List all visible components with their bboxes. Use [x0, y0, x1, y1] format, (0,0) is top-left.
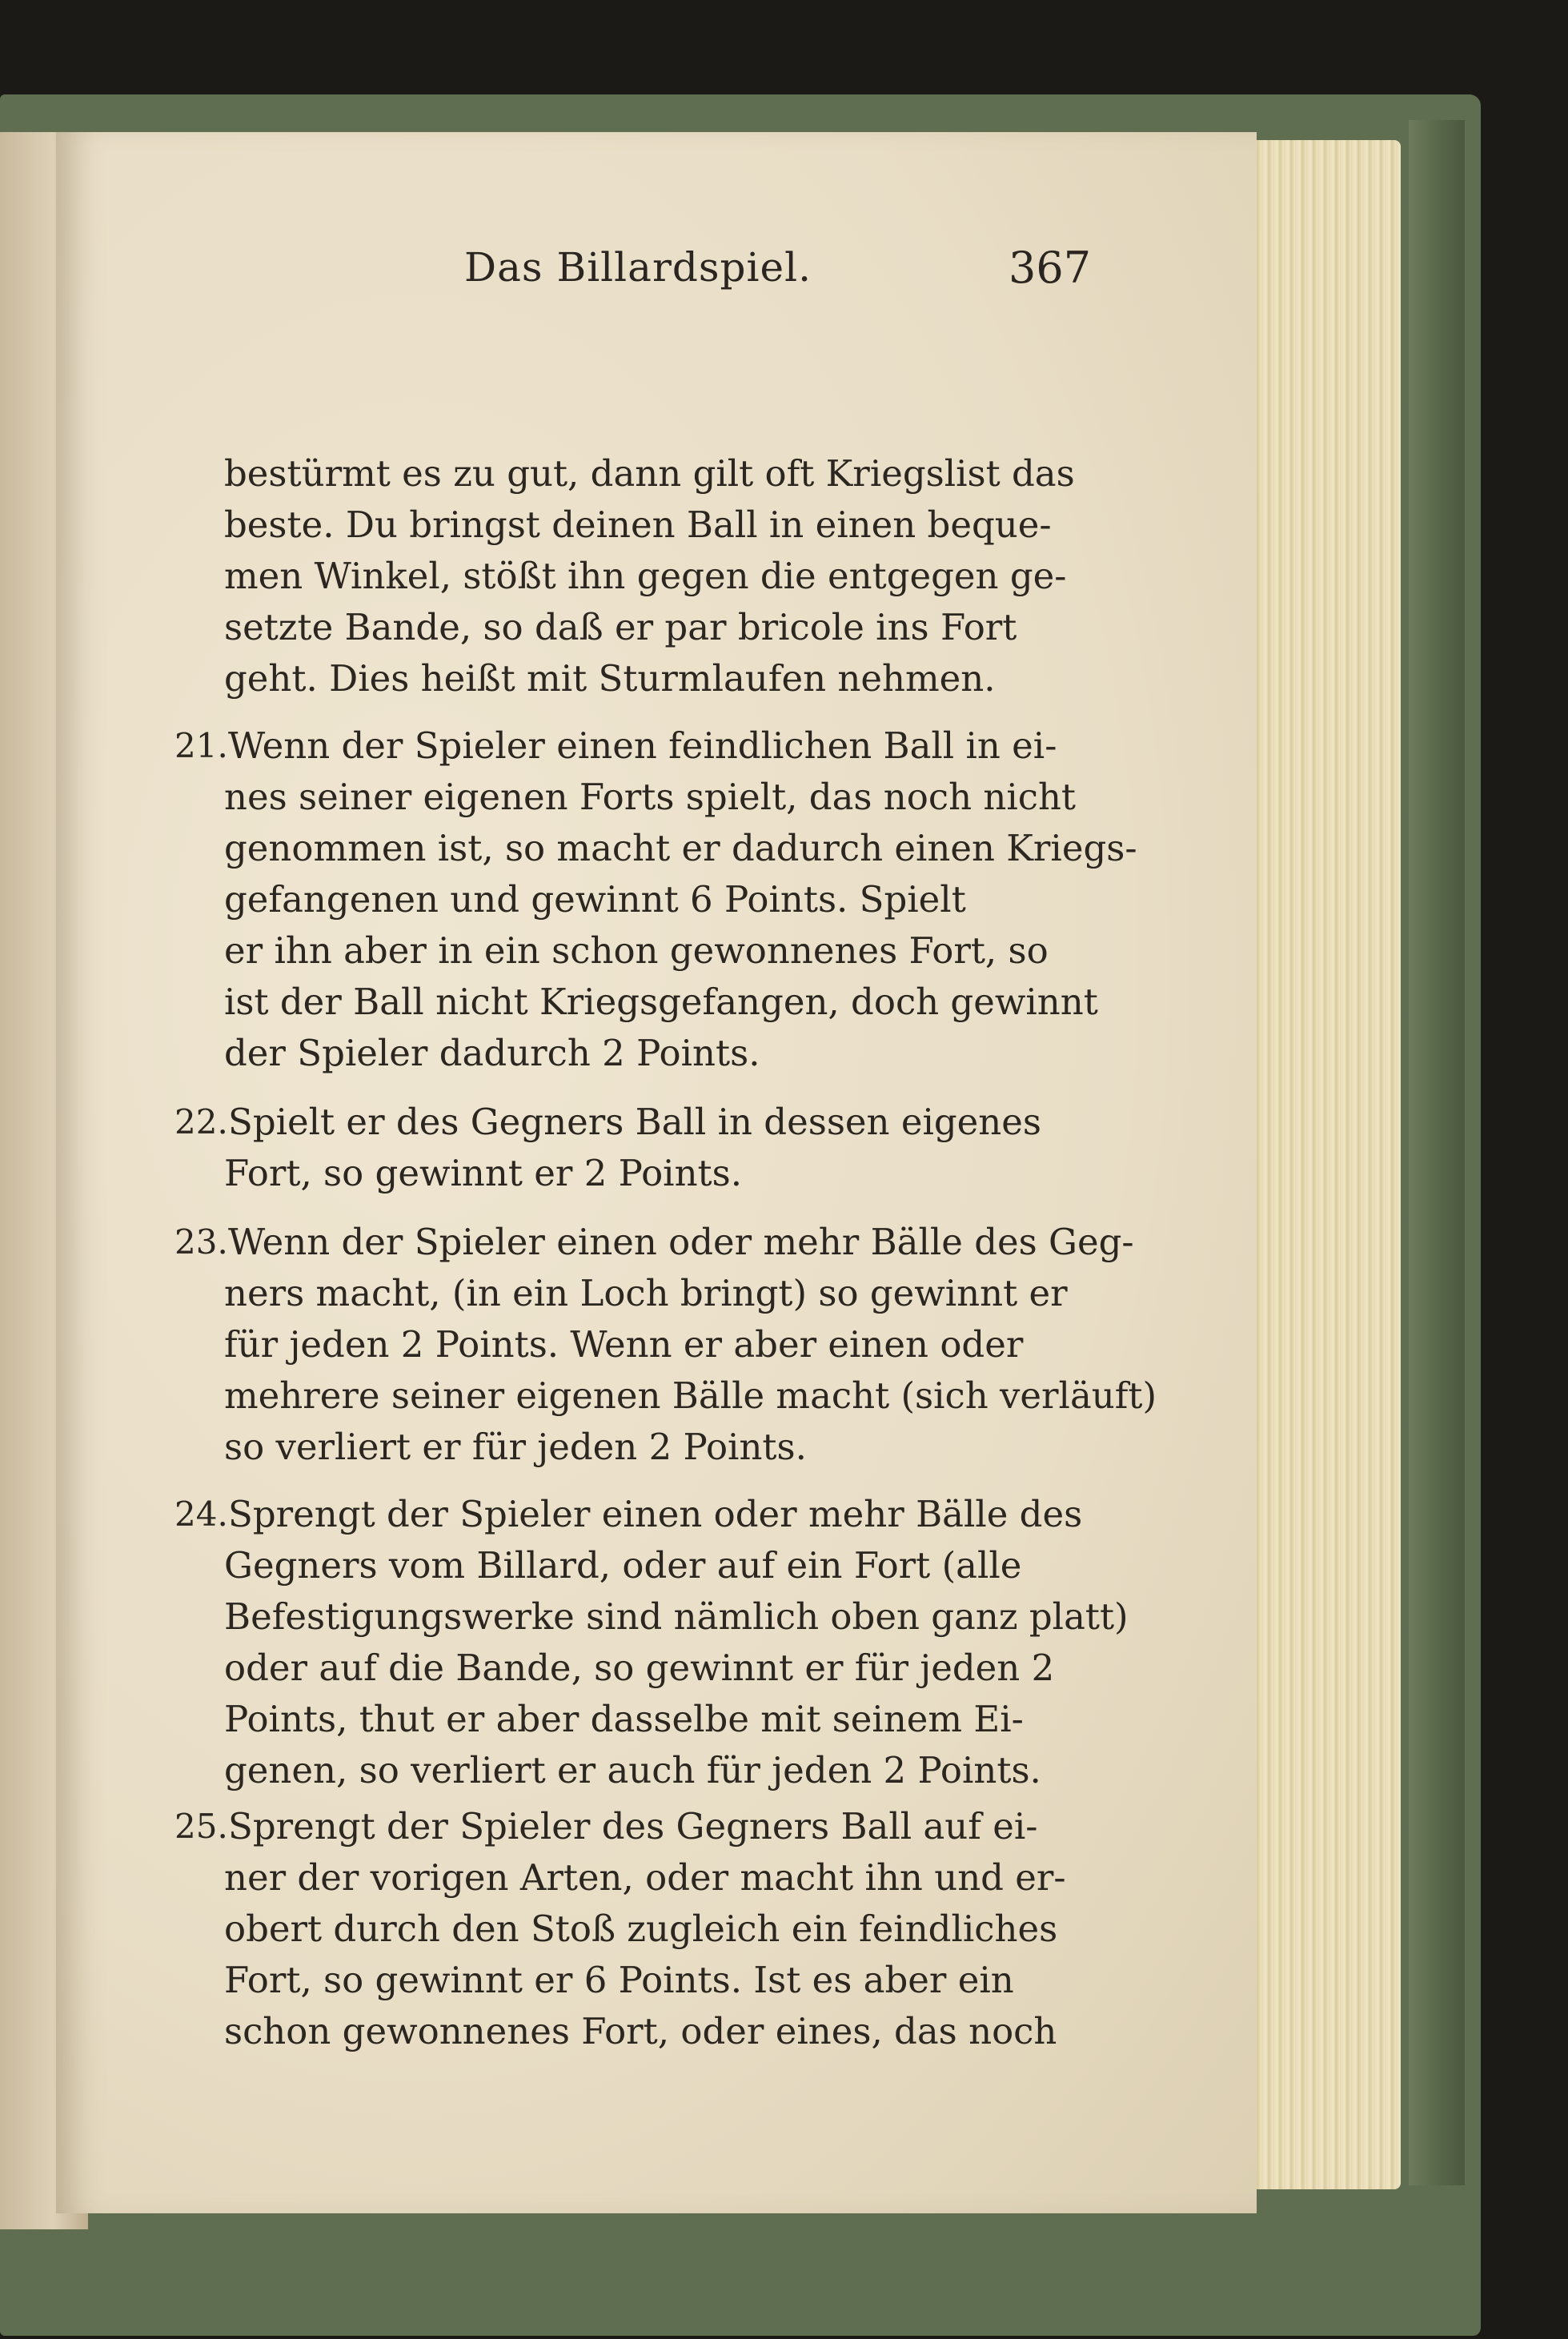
text-line: schon gewonnenes Fort, oder eines, das noch	[224, 2010, 1057, 2052]
text-line: genommen ist, so macht er dadurch einen Kriegs-	[224, 827, 1137, 869]
text-line: ist der Ball nicht Kriegsgefangen, doch gewinnt	[224, 981, 1098, 1023]
text-line: gefangenen und gewinnt 6 Points. Spielt	[224, 878, 966, 921]
text-line: Sprengt der Spieler des Gegners Ball auf ei-	[228, 1805, 1038, 1848]
paragraph-number: 25.	[174, 1807, 228, 1846]
text-line: oder auf die Bande, so gewinnt er für jeden 2	[224, 1647, 1055, 1689]
text-line: Befestigungswerke sind nämlich oben ganz platt)	[224, 1595, 1129, 1638]
text-line: Sprengt der Spieler einen oder mehr Bälle des	[228, 1493, 1083, 1535]
cover-edge	[1409, 120, 1465, 2185]
text-line: der Spieler dadurch 2 Points.	[224, 1032, 760, 1074]
text-line: ners macht, (in ein Loch bringt) so gewinnt er	[224, 1272, 1068, 1314]
text-line: beste. Du bringst deinen Ball in einen beque-	[224, 504, 1052, 546]
text-line: geht. Dies heißt mit Sturmlaufen nehmen.	[224, 657, 996, 700]
text-line: für jeden 2 Points. Wenn er aber einen oder	[224, 1323, 1024, 1366]
book-page	[56, 132, 1257, 2213]
text-line: Points, thut er aber dasselbe mit seinem Ei-	[224, 1698, 1024, 1740]
text-line: men Winkel, stößt ihn gegen die entgegen ge-	[224, 555, 1067, 597]
paragraph-number: 21.	[174, 726, 228, 765]
text-line: Fort, so gewinnt er 2 Points.	[224, 1152, 743, 1194]
paragraph-number: 23.	[174, 1222, 228, 1262]
text-line: mehrere seiner eigenen Bälle macht (sich verläuft)	[224, 1374, 1157, 1417]
text-line: Wenn der Spieler einen oder mehr Bälle des Geg-	[228, 1221, 1134, 1263]
text-line: nes seiner eigenen Forts spielt, das noch nicht	[224, 776, 1077, 818]
text-line: genen, so verliert er auch für jeden 2 Points.	[224, 1749, 1041, 1791]
text-line: so verliert er für jeden 2 Points.	[224, 1426, 807, 1468]
running-title: Das Billardspiel.	[464, 244, 812, 291]
text-line: bestürmt es zu gut, dann gilt oft Kriegslist das	[224, 452, 1075, 495]
paragraph-number: 22.	[174, 1102, 228, 1141]
text-line: obert durch den Stoß zugleich ein feindliches	[224, 1908, 1058, 1950]
text-line: Gegners vom Billard, oder auf ein Fort (alle	[224, 1544, 1022, 1587]
page-header	[56, 236, 1257, 308]
text-line: Spielt er des Gegners Ball in dessen eigenes	[228, 1101, 1041, 1143]
text-line: ner der vorigen Arten, oder macht ihn und er-	[224, 1856, 1066, 1899]
text-line: Wenn der Spieler einen feindlichen Ball in ei-	[228, 724, 1057, 767]
text-line: er ihn aber in ein schon gewonnenes Fort, so	[224, 929, 1049, 972]
text-line: setzte Bande, so daß er par bricole ins Fort	[224, 606, 1017, 648]
text-line: Fort, so gewinnt er 6 Points. Ist es aber ein	[224, 1959, 1014, 2001]
page-number: 367	[1009, 243, 1092, 293]
paragraph-number: 24.	[174, 1494, 228, 1534]
